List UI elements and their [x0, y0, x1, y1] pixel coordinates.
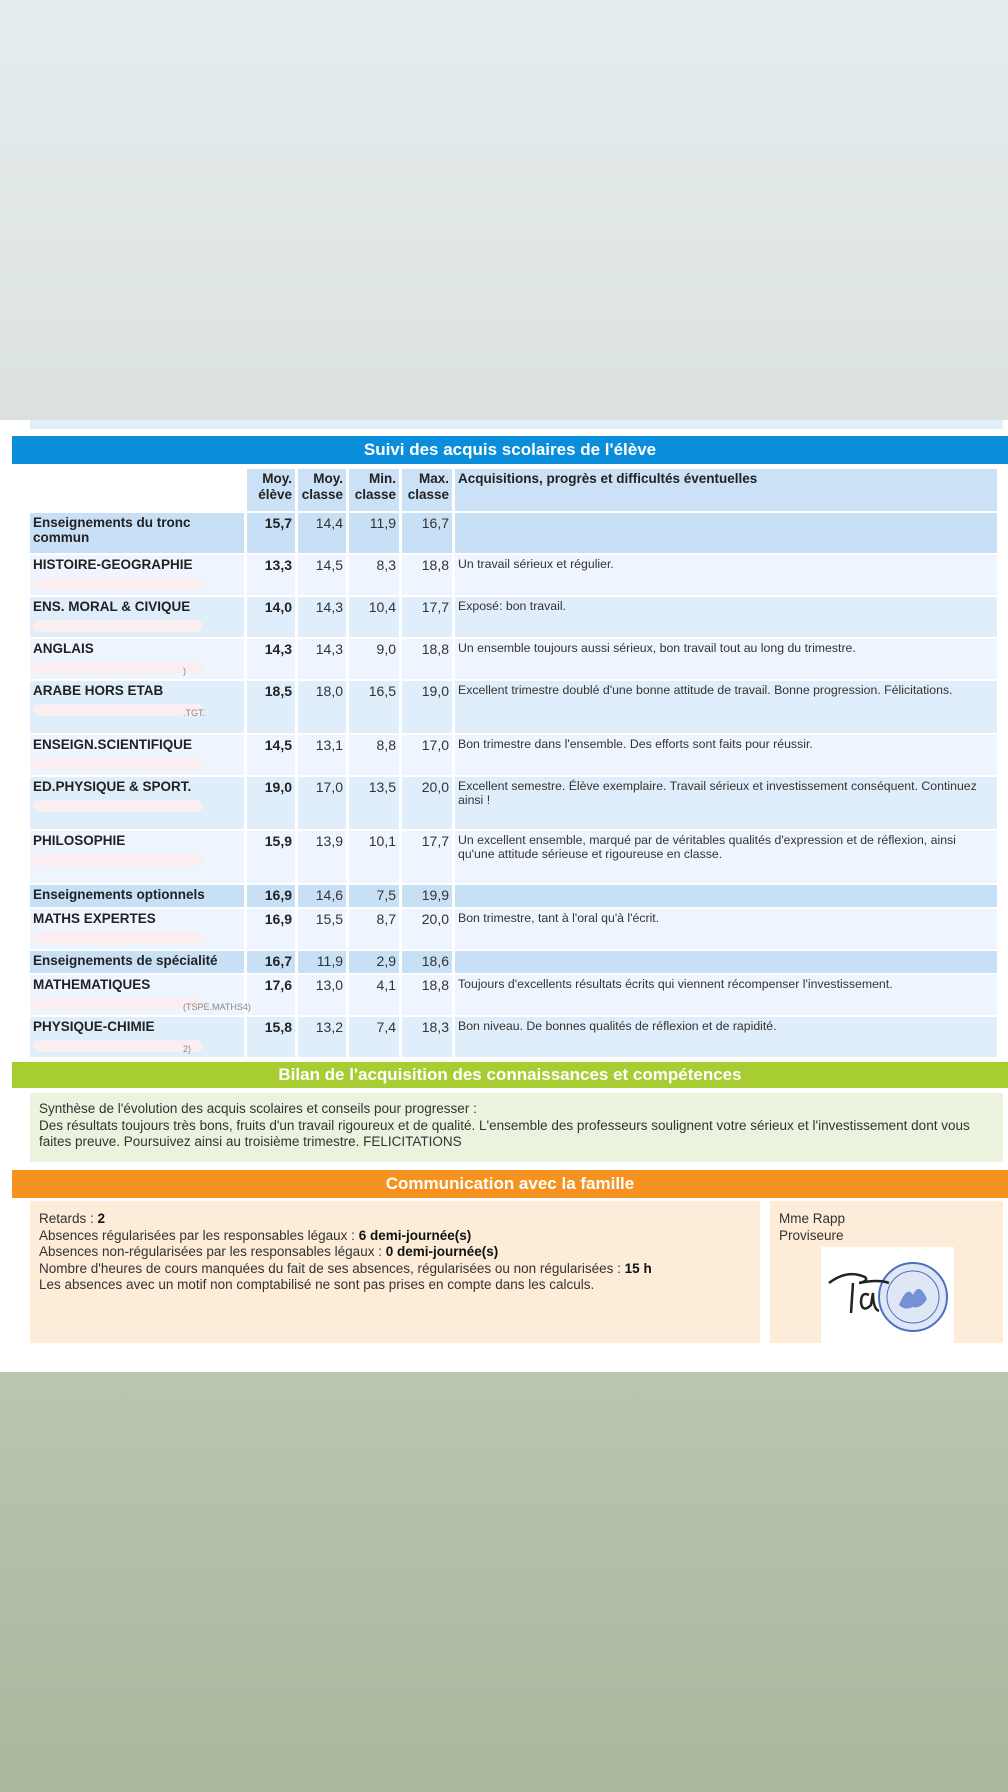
signature-stamp-image [821, 1247, 954, 1343]
teacher-fragment: (TSPE.MATHS4) [183, 1002, 251, 1012]
moy-eleve-value: 15,7 [247, 513, 295, 553]
redacted-teacher-name [33, 758, 203, 770]
max-classe-value: 18,6 [402, 951, 452, 973]
subject-name: ENSEIGN.SCIENTIFIQUE [30, 735, 244, 775]
retards-line: Retards : 2 [39, 1211, 106, 1226]
table-group-row [30, 513, 997, 553]
subject-name: PHILOSOPHIE [30, 831, 244, 883]
background-top [0, 0, 1008, 420]
table-group-row [30, 951, 997, 973]
moy-eleve-value: 13,3 [247, 555, 295, 595]
bilan-appreciation: Des résultats toujours très bons, fruits d'un travail rigoureux et de qualité. L'ensemble des professeurs soulignent votre sérieux et l'investissement dont vous faites preuve. Poursuivez ainsi au troisième trimestre. FELICITATIONS [39, 1117, 970, 1149]
subject-name: MATHS EXPERTES [30, 909, 244, 949]
redacted-teacher-name [33, 1040, 203, 1052]
header-moy-eleve: Moy. élève [247, 469, 295, 511]
moy-classe-value: 18,0 [298, 681, 346, 733]
table-row [30, 1017, 997, 1057]
moy-eleve-value: 14,5 [247, 735, 295, 775]
heures-manquees-line: Nombre d'heures de cours manquées du fait de ses absences, régularisées ou non régularisées : 15 h [39, 1260, 652, 1276]
redacted-teacher-name [33, 578, 203, 590]
moy-eleve-value: 19,0 [247, 777, 295, 829]
teacher-fragment: 2) [183, 1044, 192, 1054]
subject-name: ENS. MORAL & CIVIQUE [30, 597, 244, 637]
absences-non-regularisees-value: 0 demi-journée(s) [385, 1244, 499, 1259]
table-row [30, 681, 997, 733]
background-bottom [0, 1372, 1008, 1792]
teacher-comment: Excellent trimestre doublé d'une bonne attitude de travail. Bonne progression. Félicitations. [455, 681, 997, 733]
absences-regularisees-line: Absences régularisées par les responsables légaux : 6 demi-journée(s) [39, 1227, 472, 1243]
subject-name: MATHEMATIQUES (TSPE.MATHS4) [30, 975, 244, 1015]
header-comments: Acquisitions, progrès et difficultés éventuelles [455, 469, 997, 511]
moy-eleve-value: 15,9 [247, 831, 295, 883]
moy-classe-value: 13,0 [298, 975, 346, 1015]
moy-eleve-value: 16,9 [247, 909, 295, 949]
moy-classe-value: 14,6 [298, 885, 346, 907]
min-classe-value: 8,7 [349, 909, 399, 949]
teacher-comment [455, 513, 997, 553]
max-classe-value: 19,9 [402, 885, 452, 907]
table-row [30, 975, 997, 1015]
max-classe-value: 18,8 [402, 555, 452, 595]
moy-eleve-value: 17,6 [247, 975, 295, 1015]
teacher-comment: Bon niveau. De bonnes qualités de réflexion et de rapidité. [455, 1017, 997, 1057]
absences-non-regularisees-line: Absences non-régularisées par les responsables légaux : 0 demi-journée(s) [39, 1244, 499, 1259]
table-row [30, 639, 997, 679]
moy-classe-value: 13,2 [298, 1017, 346, 1057]
moy-classe-value: 15,5 [298, 909, 346, 949]
grades-table [27, 467, 1000, 1059]
min-classe-value: 9,0 [349, 639, 399, 679]
teacher-comment: Un ensemble toujours aussi sérieux, bon travail tout au long du trimestre. [455, 639, 997, 679]
retards-value: 2 [97, 1211, 106, 1226]
min-classe-value: 16,5 [349, 681, 399, 733]
header-min-classe: Min. classe [349, 469, 399, 511]
min-classe-value: 8,8 [349, 735, 399, 775]
moy-classe-value: 14,5 [298, 555, 346, 595]
moy-eleve-value: 14,3 [247, 639, 295, 679]
max-classe-value: 20,0 [402, 777, 452, 829]
moy-classe-value: 11,9 [298, 951, 346, 973]
teacher-comment: Un travail sérieux et régulier. [455, 555, 997, 595]
min-classe-value: 7,4 [349, 1017, 399, 1057]
teacher-fragment: ) [183, 666, 186, 676]
moy-classe-value: 17,0 [298, 777, 346, 829]
absences-note: Les absences avec un motif non comptabilisé ne sont pas prises en compte dans les calculs. [39, 1277, 595, 1292]
bilan-title: Bilan de l'acquisition des connaissances et compétences [278, 1065, 742, 1084]
max-classe-value: 17,7 [402, 597, 452, 637]
group-label: Enseignements du tronc commun [30, 513, 244, 553]
min-classe-value: 10,1 [349, 831, 399, 883]
header-max-classe: Max. classe [402, 469, 452, 511]
absences-regularisees-value: 6 demi-journée(s) [358, 1227, 472, 1243]
heures-manquees-value: 15 h [624, 1260, 652, 1276]
table-row [30, 909, 997, 949]
teacher-comment: Excellent semestre. Élève exemplaire. Travail sérieux et investissement conséquent. Continuez ainsi ! [455, 777, 997, 829]
table-group-row [30, 885, 997, 907]
attendance-panel [30, 1201, 760, 1343]
subject-name: HISTOIRE-GEOGRAPHIE [30, 555, 244, 595]
max-classe-value: 17,7 [402, 831, 452, 883]
teacher-fragment: .TGT. [183, 708, 205, 718]
subject-name: ED.PHYSIQUE & SPORT. [30, 777, 244, 829]
signatory-title: Proviseure [779, 1227, 844, 1243]
group-label: Enseignements optionnels [30, 885, 244, 907]
teacher-comment: Un excellent ensemble, marqué par de véritables qualités d'expression et de réflexion, ainsi qu'une attitude sérieuse et rigoureuse en classe. [455, 831, 997, 883]
redacted-teacher-name [33, 620, 203, 632]
signatory-name: Mme Rapp [779, 1211, 846, 1226]
redacted-teacher-name [33, 998, 251, 1012]
moy-classe-value: 13,1 [298, 735, 346, 775]
teacher-comment: Exposé: bon travail. [455, 597, 997, 637]
min-classe-value: 10,4 [349, 597, 399, 637]
moy-classe-value: 14,3 [298, 597, 346, 637]
min-classe-value: 8,3 [349, 555, 399, 595]
teacher-comment: Bon trimestre dans l'ensemble. Des efforts sont faits pour réussir. [455, 735, 997, 775]
table-row [30, 735, 997, 775]
max-classe-value: 20,0 [402, 909, 452, 949]
moy-eleve-value: 16,9 [247, 885, 295, 907]
table-row [30, 597, 997, 637]
header-moy-classe: Moy. classe [298, 469, 346, 511]
min-classe-value: 11,9 [349, 513, 399, 553]
moy-eleve-value: 16,7 [247, 951, 295, 973]
moy-eleve-value: 15,8 [247, 1017, 295, 1057]
redacted-teacher-name [33, 662, 203, 674]
subject-name: ANGLAIS ) [30, 639, 244, 679]
report-card [0, 420, 1008, 1372]
max-classe-value: 18,8 [402, 639, 452, 679]
group-label: Enseignements de spécialité [30, 951, 244, 973]
moy-classe-value: 14,3 [298, 639, 346, 679]
max-classe-value: 19,0 [402, 681, 452, 733]
max-classe-value: 17,0 [402, 735, 452, 775]
teacher-comment [455, 951, 997, 973]
bilan-body [30, 1093, 1003, 1162]
redacted-teacher-name [33, 854, 203, 866]
signature-panel [770, 1201, 1003, 1343]
redacted-teacher-name [33, 932, 203, 944]
moy-eleve-value: 14,0 [247, 597, 295, 637]
table-row [30, 831, 997, 883]
max-classe-value: 16,7 [402, 513, 452, 553]
min-classe-value: 13,5 [349, 777, 399, 829]
table-row [30, 777, 997, 829]
teacher-comment [455, 885, 997, 907]
signature-icon [821, 1247, 954, 1343]
max-classe-value: 18,8 [402, 975, 452, 1015]
top-strip [30, 420, 1003, 429]
communication-header-bar [12, 1170, 1008, 1198]
suivi-header-bar [12, 436, 1008, 464]
redacted-teacher-name [33, 704, 203, 716]
subject-name: PHYSIQUE-CHIMIE 2) [30, 1017, 244, 1057]
redacted-teacher-name [33, 800, 203, 812]
min-classe-value: 4,1 [349, 975, 399, 1015]
bilan-intro: Synthèse de l'évolution des acquis scolaires et conseils pour progresser : [39, 1101, 477, 1116]
teacher-comment: Bon trimestre, tant à l'oral qu'à l'écrit. [455, 909, 997, 949]
header-subject [30, 469, 244, 511]
min-classe-value: 7,5 [349, 885, 399, 907]
min-classe-value: 2,9 [349, 951, 399, 973]
max-classe-value: 18,3 [402, 1017, 452, 1057]
suivi-title: Suivi des acquis scolaires de l'élève [363, 440, 657, 459]
moy-eleve-value: 18,5 [247, 681, 295, 733]
table-row [30, 555, 997, 595]
table-header-row [30, 469, 997, 511]
moy-classe-value: 14,4 [298, 513, 346, 553]
moy-classe-value: 13,9 [298, 831, 346, 883]
communication-title: Communication avec la famille [385, 1174, 635, 1193]
teacher-comment: Toujours d'excellents résultats écrits qui viennent récompenser l'investissement. [455, 975, 997, 1015]
subject-name: ARABE HORS ETAB .TGT. [30, 681, 244, 733]
bilan-header-bar [12, 1062, 1008, 1088]
